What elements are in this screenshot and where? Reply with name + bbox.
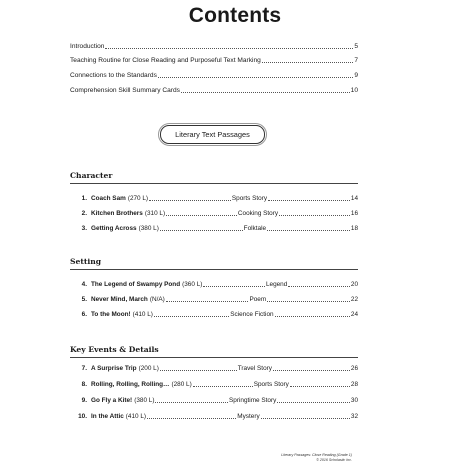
passage-genre: Poem (249, 296, 267, 303)
passage-page-number: 30 (350, 397, 358, 404)
passage-row[interactable] (70, 223, 358, 233)
dot-leader (267, 230, 350, 231)
passage-page-number: 14 (350, 195, 358, 202)
section-divider (70, 357, 358, 358)
passage-genre: Cooking Story (237, 210, 279, 217)
dot-leader (273, 370, 350, 371)
section-heading-key-events: Key Events & Details (70, 345, 159, 354)
dot-leader (158, 77, 353, 78)
passage-lexile: (410 L) (132, 311, 153, 318)
passage-row[interactable] (70, 279, 358, 289)
section-heading-setting: Setting (70, 257, 102, 266)
passage-title: Kitchen Brothers (91, 210, 143, 217)
passage-lexile: (380 L) (138, 225, 159, 232)
passage-row[interactable] (70, 208, 358, 218)
passage-page-number: 16 (350, 210, 358, 217)
passage-page-number: 28 (350, 381, 359, 388)
dot-leader (166, 301, 249, 302)
passage-lexile: (N/A) (149, 296, 165, 303)
section-heading-character: Character (70, 171, 113, 180)
passage-page-number: 26 (350, 365, 358, 372)
dot-leader (262, 62, 353, 63)
passage-row[interactable] (70, 379, 358, 389)
passage-lexile: (380 L) (134, 397, 155, 404)
passage-genre: Travel Story (237, 365, 272, 372)
passage-page-number: 18 (350, 225, 359, 232)
passage-number: 10. (78, 413, 87, 420)
passage-number: 3. (81, 225, 87, 232)
passage-lexile: (410 L) (125, 413, 147, 420)
passage-number: 7. (81, 365, 87, 372)
footer-book-title: Literary Passages: Close Reading (Grade 1) (281, 453, 352, 457)
passage-number: 6. (81, 311, 87, 318)
dot-leader (105, 48, 353, 49)
passage-page-number: 22 (350, 296, 358, 303)
passage-title: In the Attic (91, 413, 124, 420)
dot-leader (181, 92, 350, 93)
dot-leader (275, 316, 350, 317)
toc-row-teaching-routine[interactable] (70, 55, 358, 65)
passage-genre: Legend (265, 281, 288, 288)
passage-number: 5. (81, 296, 87, 303)
passage-page-number: 20 (350, 281, 358, 288)
passage-lexile: (310 L) (144, 210, 166, 217)
toc-page-number: 10 (350, 87, 358, 94)
toc-row-summary-cards[interactable] (70, 85, 358, 95)
passage-number: 8. (81, 381, 87, 388)
passage-title: Rolling, Rolling, Rolling… (91, 381, 170, 388)
passage-page-number: 24 (350, 311, 358, 318)
dot-leader (154, 316, 229, 317)
passage-title: Never Mind, March (91, 296, 148, 303)
passage-title: A Surprise Trip (91, 365, 137, 372)
passage-title: Go Fly a Kite! (91, 397, 133, 404)
passage-row[interactable] (70, 363, 358, 373)
dot-leader (155, 402, 228, 403)
dot-leader (166, 215, 237, 216)
section-divider (70, 183, 358, 184)
toc-page-number: 5 (354, 43, 358, 50)
passage-number: 4. (81, 281, 87, 288)
passage-genre: Sports Story (253, 381, 289, 388)
toc-row-introduction[interactable] (70, 41, 358, 51)
toc-label: Comprehension Skill Summary Cards (70, 87, 180, 94)
dot-leader (267, 301, 350, 302)
section-banner: Literary Text Passages (160, 125, 265, 144)
passage-row[interactable] (70, 309, 358, 319)
dot-leader (279, 215, 350, 216)
dot-leader (147, 418, 236, 419)
passage-title: Getting Across (91, 225, 137, 232)
passage-page-number: 32 (350, 413, 359, 420)
toc-page-number: 7 (354, 57, 358, 64)
dot-leader (160, 370, 237, 371)
passage-number: 1. (81, 195, 87, 202)
dot-leader (277, 402, 350, 403)
dot-leader (290, 386, 350, 387)
dot-leader (193, 386, 253, 387)
passage-row[interactable] (70, 193, 358, 203)
dot-leader (261, 418, 350, 419)
passage-row[interactable] (70, 294, 358, 304)
page-footer (281, 453, 352, 463)
passage-title: The Legend of Swampy Pond (91, 281, 181, 288)
passage-lexile: (200 L) (138, 365, 159, 372)
passage-number: 2. (81, 210, 87, 217)
passage-lexile: (360 L) (182, 281, 203, 288)
passage-genre: Mystery (237, 413, 260, 420)
section-divider (70, 269, 358, 270)
toc-label: Teaching Routine for Close Reading and Purposeful Text Marking (70, 57, 261, 64)
passage-lexile: (280 L) (171, 381, 192, 388)
passage-genre: Folktale (243, 225, 267, 232)
toc-row-standards[interactable] (70, 70, 358, 80)
passage-row[interactable] (70, 411, 358, 421)
dot-leader (149, 200, 231, 201)
passage-title: To the Moon! (91, 311, 131, 318)
toc-label: Connections to the Standards (70, 72, 157, 79)
toc-page-number: 9 (354, 72, 358, 79)
page-title: Contents (188, 4, 282, 27)
dot-leader (268, 200, 350, 201)
passage-genre: Springtime Story (229, 397, 277, 404)
dot-leader (288, 286, 350, 287)
footer-copyright: © 2016 Scholastic Inc. (316, 458, 352, 462)
passage-title: Coach Sam (91, 195, 126, 202)
passage-row[interactable] (70, 395, 358, 405)
passage-number: 9. (81, 397, 87, 404)
dot-leader (160, 230, 243, 231)
passage-genre: Science Fiction (230, 311, 274, 318)
passage-genre: Sports Story (231, 195, 268, 202)
toc-label: Introduction (70, 43, 105, 50)
passage-lexile: (270 L) (127, 195, 149, 202)
dot-leader (203, 286, 265, 287)
